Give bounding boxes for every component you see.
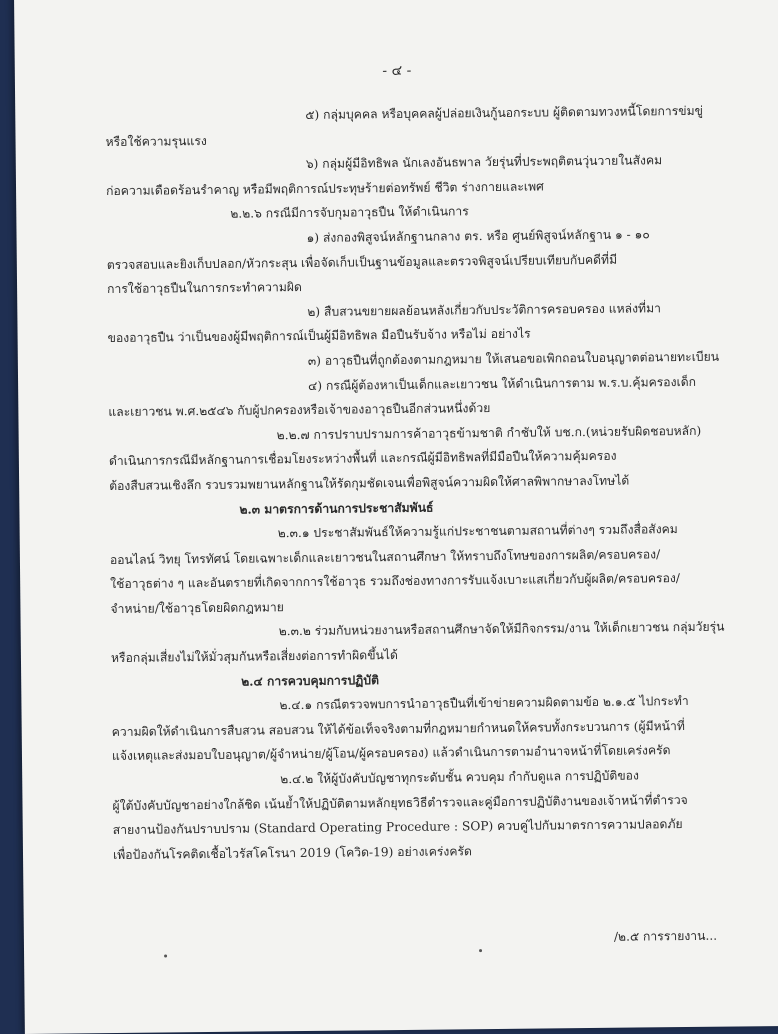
- paragraph-line: ๓) อาวุธปืนที่ถูกต้องตามกฎหมาย ให้เสนอขอเพิกถอนใบอนุญาตต่อนายทะเบียน: [307, 349, 720, 368]
- next-page-reference: /๒.๕ การรายงาน...: [613, 928, 718, 944]
- paragraph-line: ๒.๔.๒ ให้ผู้บังคับบัญชาทุกระดับชั้น ควบคุม กำกับดูแล การปฏิบัติของ: [280, 768, 639, 787]
- paragraph-line: หรือกลุ่มเสี่ยงไม่ให้มั่วสุมกันหรือเสี่ยงต่อการทำผิดขึ้นได้: [110, 648, 398, 666]
- paragraph-line: ๒) สืบสวนขยายผลย้อนหลังเกี่ยวกับประวัติการครอบครอง แหล่งที่มา: [307, 300, 661, 319]
- paragraph-line: ต้องสืบสวนเชิงลึก รวบรวมพยานหลักฐานให้รัดกุมชัดเจนเพื่อพิสูจน์ความผิดให้ศาลพิพากษาลงโทษได้: [109, 473, 630, 493]
- paragraph-line: ๒.๒.๖ กรณีมีการจับกุมอาวุธปืน ให้ดำเนินการ: [230, 204, 469, 222]
- paragraph-line: ดำเนินการกรณีมีหลักฐานการเชื่อมโยงระหว่างพื้นที่ และกรณีผู้มีอิทธิพลที่มีมือปืนให้ความคุ้มครอง: [108, 449, 617, 469]
- page-footer: [24, 926, 778, 944]
- paragraph-line: จำหน่าย/ใช้อาวุธโดยผิดกฎหมาย: [110, 600, 284, 616]
- paragraph-line: ๒.๓.๑ ประชาสัมพันธ์ให้ความรู้แก่ประชาชนตามสถานที่ต่างๆ รวมถึงสื่อสังคม: [277, 522, 678, 541]
- paragraph-line: และเยาวชน พ.ศ.๒๕๔๖ กับผู้ปกครองหรือเจ้าของอาวุธปืนอีกส่วนหนึ่งด้วย: [108, 401, 491, 420]
- paragraph-line: แจ้งเหตุและส่งมอบใบอนุญาต/ผู้จำหน่าย/ผู้โอน/ผู้ครอบครอง) แล้วดำเนินการตามอำนาจหน้าที่โดยเคร่งครัด: [111, 743, 671, 764]
- paragraph-line: ๒.๓.๒ ร่วมกับหน่วยงานหรือสถานศึกษาจัดให้มีกิจกรรม/งาน ให้เด็กเยาวชน กลุ่มวัยรุ่น: [278, 620, 725, 639]
- speck: [479, 949, 482, 952]
- paragraph-line: ๕) กลุ่มบุคคล หรือบุคคลผู้ปล่อยเงินกู้นอกระบบ ผู้ติดตามทวงหนี้โดยการข่มขู่: [305, 103, 703, 122]
- paragraph-line: ผู้ใต้บังคับบัญชาอย่างใกล้ชิด เน้นย้ำให้ปฏิบัติตามหลักยุทธวิธีตำรวจและคู่มือการปฏิบัติงานของเจ้าหน้าที่ตำรวจ: [112, 792, 688, 813]
- paragraph-line: ตรวจสอบและยิงเก็บปลอก/หัวกระสุน เพื่อจัดเก็บเป็นฐานข้อมูลและตรวจพิสูจน์เปรียบเทียบกับคดีที่มี: [106, 252, 618, 272]
- paragraph-line: หรือใช้ความรุนแรง: [105, 133, 207, 149]
- paragraph-line: ๔) กรณีผู้ต้องหาเป็นเด็กและเยาวชน ให้ดำเนินการตาม พ.ร.บ.คุ้มครองเด็ก: [308, 374, 697, 393]
- paragraph-line: ออนไลน์ วิทยุ โทรทัศน์ โดยเฉพาะเด็กและเยาวชนในสถานศึกษา ให้ทราบถึงโทษของการผลิต/ครอบครอง/: [109, 546, 661, 567]
- paragraph-line: ๖) กลุ่มผู้มีอิทธิพล นักเลงอันธพาล วัยรุ่นที่ประพฤติตนวุ่นวายในสังคม: [305, 153, 663, 172]
- paragraph-line: สายงานป้องกันปราบปราม (Standard Operating Procedure : SOP) ควบคู่ไปกับมาตรการความปลอดภัย: [112, 817, 683, 838]
- paragraph-line: เพื่อป้องกันโรคติดเชื้อไวรัสโคโรนา 2019 (โควิด-19) อย่างเคร่งครัด: [112, 844, 472, 862]
- paragraph-line: ๒.๔.๑ กรณีตรวจพบการนำอาวุธปืนที่เข้าข่ายความผิดตามข้อ ๒.๑.๕ ไปกระทำ: [279, 694, 689, 713]
- speck: [164, 954, 167, 957]
- paragraph-line: ใช้อาวุธต่าง ๆ และอันตรายที่เกิดจากการใช้อาวุธ รวมถึงช่องทางการรับแจ้งเบาะแสเกี่ยวกับผู้ผลิต/ครอบครอง/: [110, 571, 680, 592]
- document-body: [105, 99, 723, 868]
- paragraph-line: ๒.๒.๗ การปราบปรามการค้าอาวุธข้ามชาติ กำชับให้ บช.ก.(หน่วยรับผิดชอบหลัก): [276, 423, 702, 442]
- paragraph-line: ความผิดให้ดำเนินการสืบสวน สอบสวน ให้ได้ข้อเท็จจริงตามที่กฎหมายกำหนดให้ครบทั้งกระบวนการ (ผู้มีหน้าที่: [111, 718, 685, 739]
- paragraph-line: การใช้อาวุธปืนในการกระทำความผิด: [107, 280, 303, 297]
- document-page: [14, 0, 778, 1034]
- paragraph-line: ๑) ส่งกองพิสูจน์หลักฐานกลาง ตร. หรือ ศูนย์พิสูจน์หลักฐาน ๑ - ๑๐: [306, 227, 650, 245]
- section-heading: ๒.๓ มาตรการด้านการประชาสัมพันธ์: [239, 500, 434, 517]
- paragraph-line: ก่อความเดือดร้อนรำคาญ หรือมีพฤติการณ์ประทุษร้ายต่อทรัพย์ ชีวิต ร่างกายและเพศ: [105, 179, 544, 198]
- paragraph-line: ของอาวุธปืน ว่าเป็นของผู้มีพฤติการณ์เป็นผู้มีอิทธิพล มือปืนรับจ้าง หรือไม่ อย่างไร: [107, 326, 531, 346]
- section-heading: ๒.๔ การควบคุมการปฏิบัติ: [241, 672, 380, 689]
- page-number: - ๔ -: [382, 62, 412, 80]
